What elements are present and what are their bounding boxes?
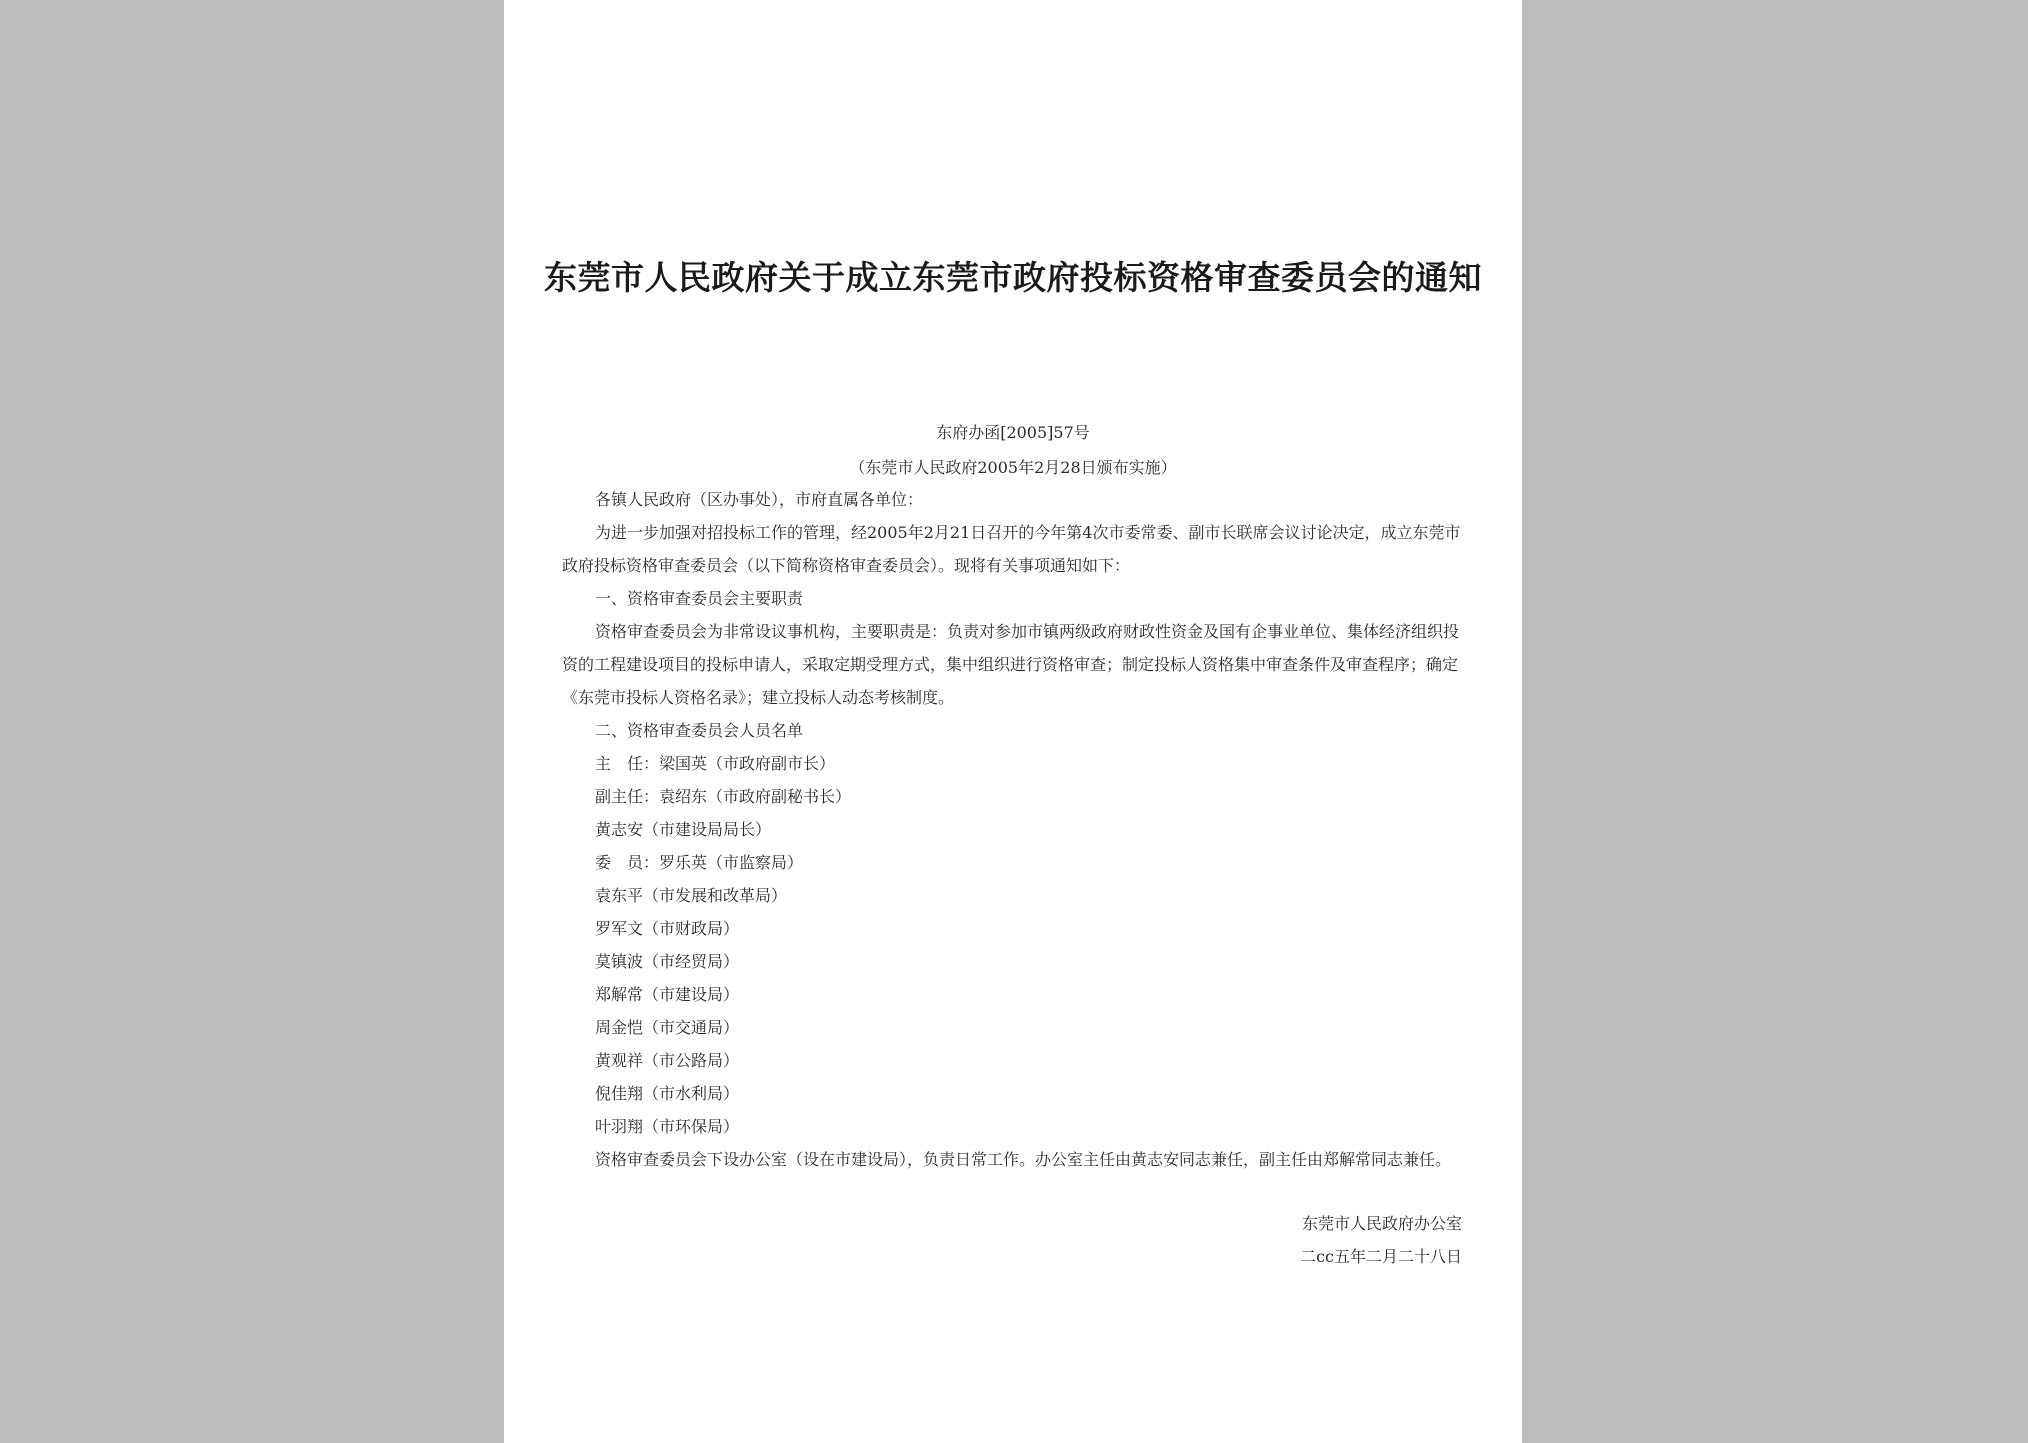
document-title: 东莞市人民政府关于成立东莞市政府投标资格审查委员会的通知 [544,258,1482,297]
member-line: 叶羽翔（市环保局） [595,1117,740,1136]
member-line: 莫镇波（市经贸局） [595,952,740,971]
closing-paragraph: 资格审查委员会下设办公室（设在市建设局），负责日常工作。办公室主任由黄志安同志兼任，副主任由郑解常同志兼任。 [595,1150,1452,1169]
signature-date: 二cc五年二月二十八日 [1300,1247,1462,1266]
member-line: 周金恺（市交通局） [595,1018,740,1037]
addressee-line: 各镇人民政府（区办事处），市府直属各单位： [595,490,924,509]
document-number: 东府办函[2005]57号 [936,423,1090,442]
member-line: 黄观祥（市公路局） [595,1051,740,1070]
member-line: 罗军文（市财政局） [595,919,740,938]
member-line: 郑解常（市建设局） [595,985,740,1004]
member-line: 袁东平（市发展和改革局） [595,886,788,905]
member-line: 委 员：罗乐英（市监察局） [595,853,804,872]
document-body [562,483,1470,1176]
intro-paragraph: 为进一步加强对招投标工作的管理，经2005年2月21日召开的今年第4次市委常委、副市长联席会议讨论决定，成立东莞市政府投标资格审查委员会（以下简称资格审查委员会）。现将有关事项通知如下： [562,523,1461,575]
section1-paragraph: 资格审查委员会为非常设议事机构，主要职责是：负责对参加市镇两级政府财政性资金及国有企事业单位、集体经济组织投资的工程建设项目的投标申请人，采取定期受理方式，集中组织进行资格审查；制定投标人资格集中审查条件及审查程序；确定《东莞市投标人资格名录》；建立投标人动态考核制度。 [562,622,1460,707]
member-line: 副主任：袁绍东（市政府副秘书长） [595,787,852,806]
document-page [504,0,1522,1443]
signature-organization: 东莞市人民政府办公室 [1301,1214,1462,1233]
promulgation-note: （东莞市人民政府2005年2月28日颁布实施） [849,458,1177,477]
member-line: 黄志安（市建设局局长） [595,820,772,839]
section1-heading: 一、资格审查委员会主要职责 [595,589,804,608]
member-line: 主 任：梁国英（市政府副市长） [595,754,836,773]
signature-block [1300,1207,1462,1273]
member-line: 倪佳翔（市水利局） [595,1084,740,1103]
section2-heading: 二、资格审查委员会人员名单 [595,721,804,740]
